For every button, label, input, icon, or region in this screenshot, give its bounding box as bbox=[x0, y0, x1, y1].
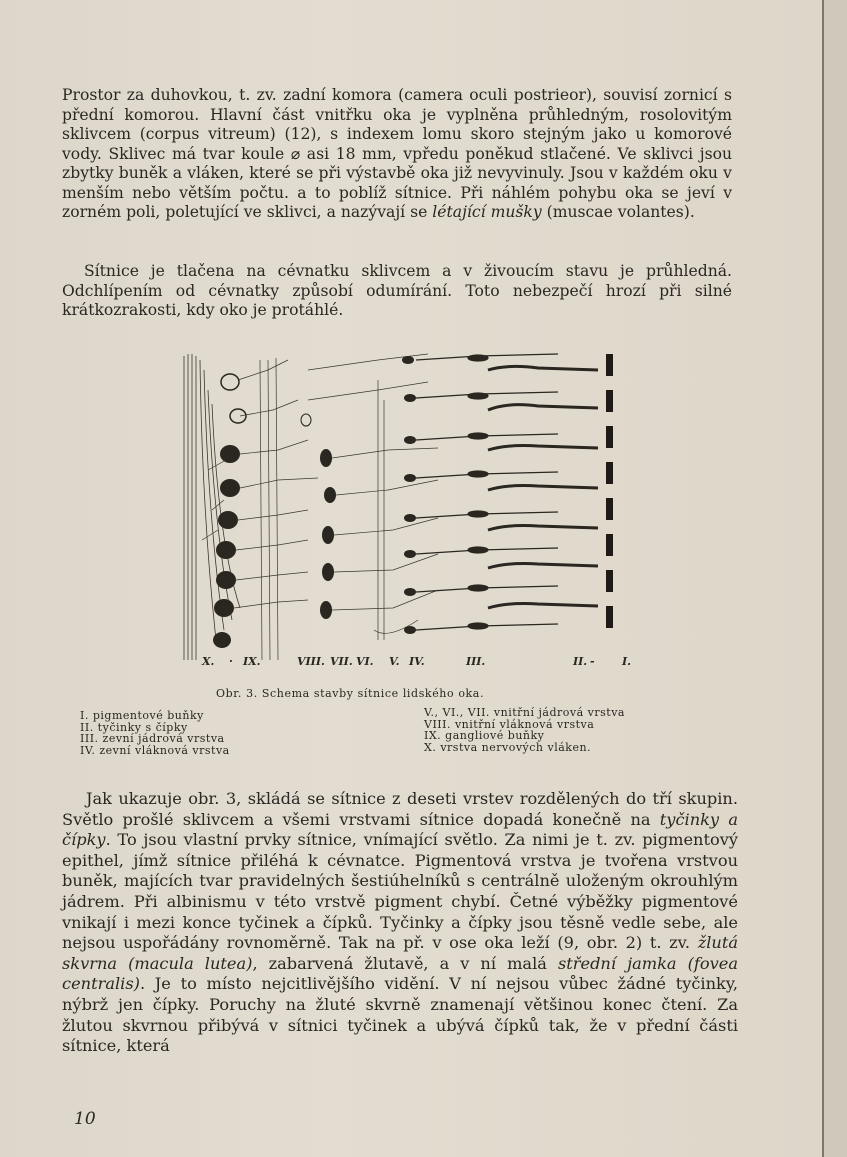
emphasis-term: žlutá skvrna (macula lutea) bbox=[62, 933, 738, 973]
page-number: 10 bbox=[74, 1109, 96, 1129]
legend-item: X. vrstva nervových vláken. bbox=[424, 740, 592, 754]
layer-label: V. bbox=[389, 655, 400, 668]
paragraph-text-end: (muscae volantes). bbox=[541, 203, 695, 221]
paragraph-text: . To jsou vlastní prvky sítnice, vnímající světlo. Za nimi je t. zv. pigmentový epithel, jímž sítnice přiléhá k cévnatce. Pigmentová vrstva je tvořena vrstvou buněk, majících tvar pravidelných šestiúhelníků s centrálně uloženým okrouhlým jádrem. Při albinismu v této vrstvě pigment chybí. Četné výběžky pigmentové vnikají i mezi konce tyčinek a čípků. Tyčinky a čípky jsou těsně vedle sebe, ale nejsou uspořádány rovnoměrně. Tak na př. v ose oka leží (9, obr. 2) t. zv. bbox=[62, 830, 738, 953]
paragraph-retina: Sítnice je tlačena na cévnatku sklivcem a v živoucím stavu je průhledná. Odchlípením od cévnatky způsobí odumírání. Toto nebezpečí hrozí při silné krátkozrakosti, kdy oko je protáhlé. bbox=[62, 262, 732, 319]
emphasis-term: létající mušky bbox=[432, 203, 542, 221]
paragraph-text: Prostor za duhovkou, t. zv. zadní komora (camera oculi postrieor), souvisí zornicí s přední komorou. Hlavní část vnitřku oka je vyplněna průhledným, rosolovitým sklivcem (corpus vitreum) (12), s indexem lomu skoro stejným jako u komorové vody. Sklivec má tvar koule ⌀ asi 18 mm, vpředu poněkud stlačené. Ve sklivci jsou zbytky buněk a vláken, které se při výstavbě oka již nevyvinuly. Jsou v každém oku v menším nebo větším počtu. a to poblíž sítnice. Při náhlém pohybu oka se jeví v zorném poli, poletující ve sklivci, a nazývají se bbox=[62, 86, 732, 221]
paragraph-text: , zabarvená žlutavě, a v ní malá bbox=[252, 953, 558, 973]
legend-item: VIII. vnitřní vláknová vrstva bbox=[424, 717, 595, 731]
emphasis-term: tyčinky a čípky bbox=[62, 809, 738, 850]
page-edge bbox=[822, 0, 847, 1157]
layer-label: VII. bbox=[330, 655, 353, 668]
retina-schema-figure bbox=[178, 340, 638, 676]
layer-label: I. bbox=[622, 655, 631, 668]
inner-nuclear-cells bbox=[301, 414, 336, 619]
layer-label: VI. bbox=[356, 655, 374, 668]
legend-item: III. zevní jádrová vrstva bbox=[80, 732, 225, 746]
emphasis-term: střední jamka (fovea centralis) bbox=[62, 953, 739, 994]
legend-item: II. tyčinky s čípky bbox=[80, 720, 188, 734]
figure-legend-left bbox=[80, 710, 230, 756]
layer-label: IV. bbox=[409, 655, 425, 668]
paragraph-text: . Je to místo nejcitlivějšího vidění. V ní nejsou vůbec žádné tyčinky, nýbrž jen čípky. Poruchy na žluté skvrně znamenají většinou konec čtení. Za žlutou skvrnou přibývá v sítnici tyčinek a ubývá čípků tak, že v přední části sítnice, která bbox=[62, 974, 738, 1056]
legend-item: IX. gangliové buňky bbox=[424, 729, 545, 743]
paragraph-vitreous bbox=[62, 86, 732, 223]
figure-legend-right bbox=[424, 707, 625, 753]
layer-label: II. bbox=[573, 655, 588, 668]
figure-caption: Obr. 3. Schema stavby sítnice lidského oka. bbox=[216, 687, 485, 700]
rods-and-cones bbox=[416, 354, 598, 630]
layer-label: · bbox=[229, 655, 233, 668]
outer-nuclear-cells bbox=[402, 356, 416, 634]
legend-item: I. pigmentové buňky bbox=[80, 709, 204, 722]
layer-label: III. bbox=[466, 655, 486, 668]
layer-label: IX. bbox=[243, 655, 261, 668]
paragraph-text: Jak ukazuje obr. 3, skládá se sítnice z deseti vrstev rozdělených do tří skupin. Světlo prošlé sklivcem a všemi vrstvami sítnice dopadá konečně na bbox=[62, 789, 738, 829]
legend-item: IV. zevní vláknová vrstva bbox=[80, 743, 230, 757]
nerve-fiber-lines bbox=[184, 354, 240, 660]
legend-item: V., VI., VII. vnitřní jádrová vrstva bbox=[424, 706, 625, 719]
pigment-cells bbox=[606, 354, 613, 628]
paragraph-retina-layers bbox=[62, 789, 738, 1057]
layer-label: - bbox=[590, 655, 595, 668]
layer-label: VIII. bbox=[297, 655, 325, 668]
layer-label: X. bbox=[202, 655, 215, 668]
